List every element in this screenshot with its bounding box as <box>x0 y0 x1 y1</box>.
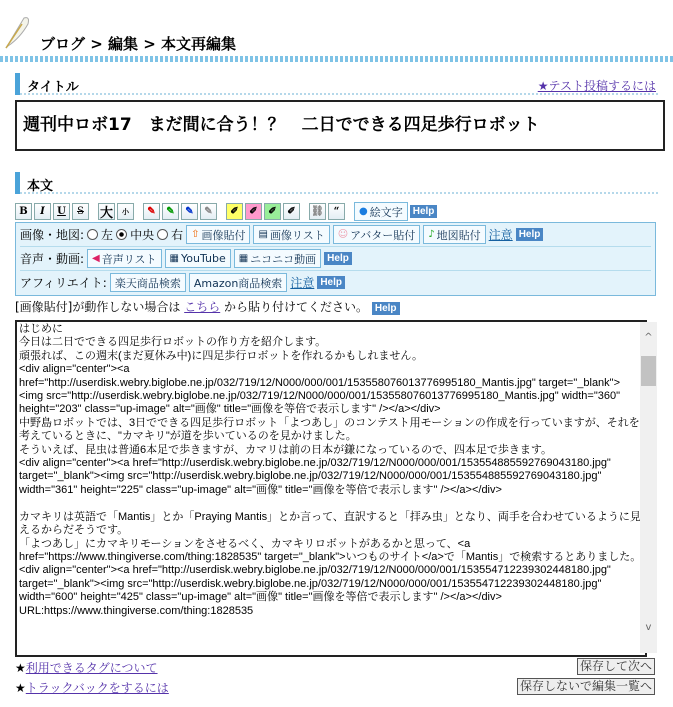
amazon-search-button[interactable]: Amazon商品検索 <box>189 273 287 292</box>
help-badge[interactable]: Help <box>372 302 400 315</box>
japan-map-icon: ♪ <box>428 229 435 240</box>
help-badge[interactable]: Help <box>317 276 345 289</box>
here-link[interactable]: こちら <box>184 300 221 314</box>
pen-blue-icon[interactable]: ✎ <box>181 203 198 220</box>
image-list-button[interactable]: ▤ 画像リスト <box>253 225 329 244</box>
align-left-radio[interactable] <box>87 229 98 240</box>
quote-button[interactable]: “ <box>328 203 345 220</box>
image-map-row: 画像・地図: 左 中央 右 ⇧ 画像貼付 ▤ 画像リスト ☺ アバター貼付 ♪ 地図貼付 注意 Help <box>20 223 651 247</box>
help-badge[interactable]: Help <box>516 228 544 241</box>
film-icon: ▦ <box>238 253 249 264</box>
paste-image-button[interactable]: ⇧ 画像貼付 <box>186 225 250 244</box>
discard-to-list-button[interactable]: 保存しないで編集一覧へ <box>517 678 655 695</box>
caution-link[interactable]: 注意 <box>488 228 513 242</box>
body-textarea[interactable] <box>15 320 647 657</box>
affiliate-row: アフィリエイト: 楽天商品検索 Amazon商品検索 注意 Help <box>20 271 651 294</box>
small-text-button[interactable]: 小 <box>117 203 134 220</box>
tags-link[interactable]: 利用できるタグについて <box>25 661 158 675</box>
tags-help: ★利用できるタグについて <box>15 661 158 675</box>
quill-pen-icon <box>2 14 30 50</box>
list-icon: ▤ <box>258 229 268 240</box>
align-right-radio[interactable] <box>157 229 168 240</box>
big-text-button[interactable]: 大 <box>98 203 115 220</box>
rakuten-search-button[interactable]: 楽天商品検索 <box>110 273 186 292</box>
textarea-scrollbar[interactable] <box>640 322 657 653</box>
upload-icon: ⇧ <box>191 229 200 240</box>
film-icon: ▦ <box>169 253 179 264</box>
pen-color-icon[interactable]: ✎ <box>200 203 217 220</box>
paste-note: [画像貼付]が動作しない場合は こちら から貼り付けてください。 Help <box>15 298 400 315</box>
marker-yellow-icon[interactable]: ✐ <box>226 203 243 220</box>
scroll-thumb[interactable] <box>641 356 656 386</box>
avatar-button[interactable]: ☺ アバター貼付 <box>333 225 421 244</box>
format-toolbar <box>15 202 437 221</box>
italic-button[interactable]: I <box>34 203 51 220</box>
divider <box>0 56 673 62</box>
underline-button[interactable]: U <box>53 203 70 220</box>
speaker-icon: ◀ <box>92 253 100 264</box>
save-next-button[interactable]: 保存して次へ <box>577 658 655 675</box>
insert-panel <box>15 222 656 296</box>
emoji-button[interactable]: ● 絵文字 <box>354 202 408 221</box>
scroll-up-icon[interactable]: ^ <box>644 332 653 343</box>
marker-color-icon[interactable]: ✐ <box>283 203 300 220</box>
body-section-label: 本文 <box>27 179 54 194</box>
breadcrumb: ブログ > 編集 > 本文再編集 <box>40 35 237 53</box>
pen-red-icon[interactable]: ✎ <box>143 203 160 220</box>
bold-button[interactable]: B <box>15 203 32 220</box>
title-input[interactable]: 週刊中ロボ17 まだ間に合う！？ 二日でできる四足歩行ロボット <box>15 100 665 151</box>
media-row: 音声・動画: ◀ 音声リスト ▦ YouTube ▦ ニコニコ動画 Help <box>20 247 651 271</box>
scroll-down-icon[interactable]: v <box>645 622 652 633</box>
pen-green-icon[interactable]: ✎ <box>162 203 179 220</box>
marker-green-icon[interactable]: ✐ <box>264 203 281 220</box>
emoji-face-icon: ● <box>359 206 368 217</box>
link-icon[interactable]: ⛓ <box>309 203 326 220</box>
map-button[interactable]: ♪ 地図貼付 <box>423 225 485 244</box>
title-section-header <box>15 73 658 95</box>
test-post-link[interactable]: ★テスト投稿するには <box>537 79 656 93</box>
align-center-radio[interactable] <box>116 229 127 240</box>
caution-link[interactable]: 注意 <box>290 276 315 290</box>
body-section-header <box>15 172 658 194</box>
help-badge[interactable]: Help <box>324 252 352 265</box>
trackback-link[interactable]: トラックバックをするには <box>25 681 169 695</box>
avatar-icon: ☺ <box>337 229 349 240</box>
marker-pink-icon[interactable]: ✐ <box>245 203 262 220</box>
audio-list-button[interactable]: ◀ 音声リスト <box>87 249 161 268</box>
title-section-label: タイトル <box>27 80 79 95</box>
help-badge[interactable]: Help <box>410 205 438 218</box>
youtube-button[interactable]: ▦ YouTube <box>165 249 231 268</box>
trackback-help: ★トラックバックをするには <box>15 681 169 695</box>
strike-button[interactable]: S <box>72 203 89 220</box>
niconico-button[interactable]: ▦ ニコニコ動画 <box>234 249 321 268</box>
